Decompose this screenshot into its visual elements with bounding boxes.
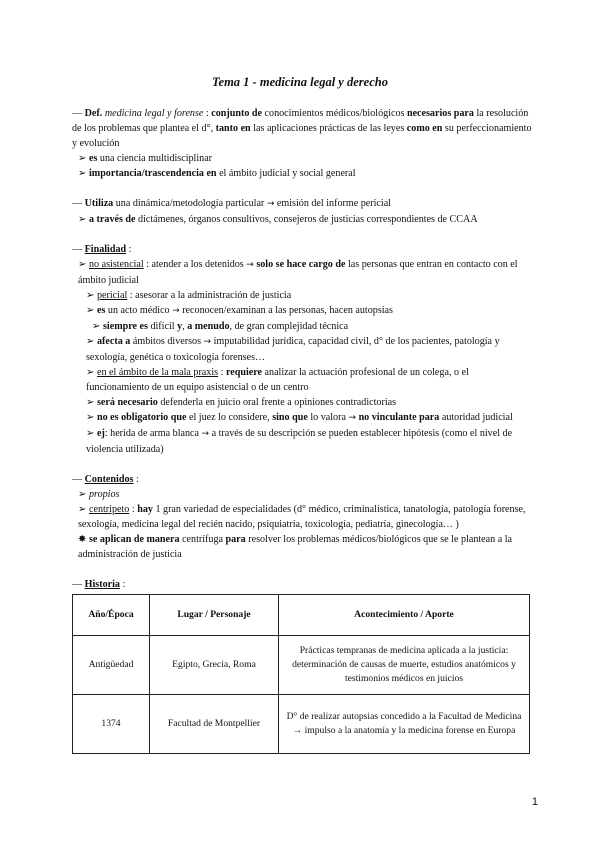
definition-paragraph: — Def. medicina legal y forense : conjunto de conocimientos médicos/biológicos necesarios para la resolución de los problemas que plantea el d°, tanto en las aplicaciones prácticas de las leyes como en su perfeccionamiento y evolución bbox=[72, 108, 532, 149]
bullet-afecta-ambitos: ➢ afecta a ámbitos diversos → imputabilidad jurídica, capacidad civil, d° de los pacientes, patología y sexología, genética o toxicología forenses… bbox=[86, 336, 500, 363]
utiliza-paragraph: — Utiliza una dinámica/metodología particular → emisión del informe pericial bbox=[72, 198, 391, 209]
bullet-mala-praxis: ➢ en el ámbito de la mala praxis : requiere analizar la actuación profesional de un colega, o el funcionamiento de un equipo asistencial o de un centro bbox=[86, 367, 469, 393]
table-row bbox=[73, 636, 530, 695]
bullet-multidisciplinar: ➢ es una ciencia multidisciplinar bbox=[78, 153, 213, 164]
page-title: Tema 1 - medicina legal y derecho bbox=[212, 75, 388, 89]
table-cell: Egipto, Grecia, Roma bbox=[150, 636, 279, 695]
bullet-no-obligatorio: ➢ no es obligatorio que el juez lo considere, sino que lo valora → no vinculante para autoridad judicial bbox=[86, 412, 513, 423]
table-header: Año/Época bbox=[73, 595, 150, 636]
bullet-sera-necesario: ➢ será necesario defenderla en juicio oral frente a opiniones contradictorias bbox=[86, 397, 397, 408]
page-number: 1 bbox=[531, 796, 538, 808]
bullet-propios: ➢ propios bbox=[78, 489, 120, 500]
table-cell: 1374 bbox=[73, 695, 150, 754]
bullet-ejemplo: ➢ ej: herida de arma blanca → a través de su descripción se pueden establecer hipótesis (como el nivel de violencia utilizada) bbox=[86, 428, 513, 455]
bullet-importancia: ➢ importancia/trascendencia en el ámbito judicial y social general bbox=[78, 168, 356, 179]
bullet-centrifuga: ✸ se aplican de manera centrífuga para resolver los problemas médicos/biológicos que se le plantean a la administración de justicia bbox=[78, 534, 512, 560]
bullet-siempre-dificil: ➢ siempre es difícil y, a menudo, de gran complejidad técnica bbox=[92, 321, 349, 332]
table-header-row bbox=[73, 595, 530, 636]
table-cell: Prácticas tempranas de medicina aplicada a la justicia: determinación de causas de muerte, estudios anatómicos y testimonios médicos en juicios bbox=[279, 636, 530, 695]
finalidad-heading: — Finalidad : bbox=[72, 244, 132, 255]
table-cell: Antigüedad bbox=[73, 636, 150, 695]
table-header: Acontecimiento / Aporte bbox=[279, 595, 530, 636]
table-row bbox=[73, 695, 530, 754]
table-cell: Facultad de Montpellier bbox=[150, 695, 279, 754]
bullet-no-asistencial: ➢ no asistencial : atender a los detenidos → solo se hace cargo de las personas que entran en contacto con el ámbito judicial bbox=[78, 259, 518, 286]
bullet-acto-medico: ➢ es un acto médico → reconocen/examinan a las personas, hacen autopsias bbox=[86, 305, 393, 316]
contenidos-heading: — Contenidos : bbox=[72, 474, 139, 485]
bullet-a-traves-de: ➢ a través de dictámenes, órganos consultivos, consejeros de justicias correspondientes de CCAA bbox=[78, 214, 478, 225]
historia-table bbox=[72, 594, 530, 754]
table-cell: D° de realizar autopsias concedido a la Facultad de Medicina → impulso a la anatomía y la medicina forense en Europa bbox=[279, 695, 530, 754]
historia-heading: — Historia : bbox=[72, 579, 126, 590]
bullet-pericial: ➢ pericial : asesorar a la administración de justicia bbox=[86, 290, 292, 301]
table-header: Lugar / Personaje bbox=[150, 595, 279, 636]
document-body bbox=[72, 106, 534, 754]
bullet-centripeto: ➢ centripeto : hay 1 gran variedad de especialidades (d° médico, criminalística, tanatología, patología forense, sexología, medicina legal del recién nacido, psiquiatría, toxicología, pediatría, ginecología… ) bbox=[78, 504, 526, 530]
